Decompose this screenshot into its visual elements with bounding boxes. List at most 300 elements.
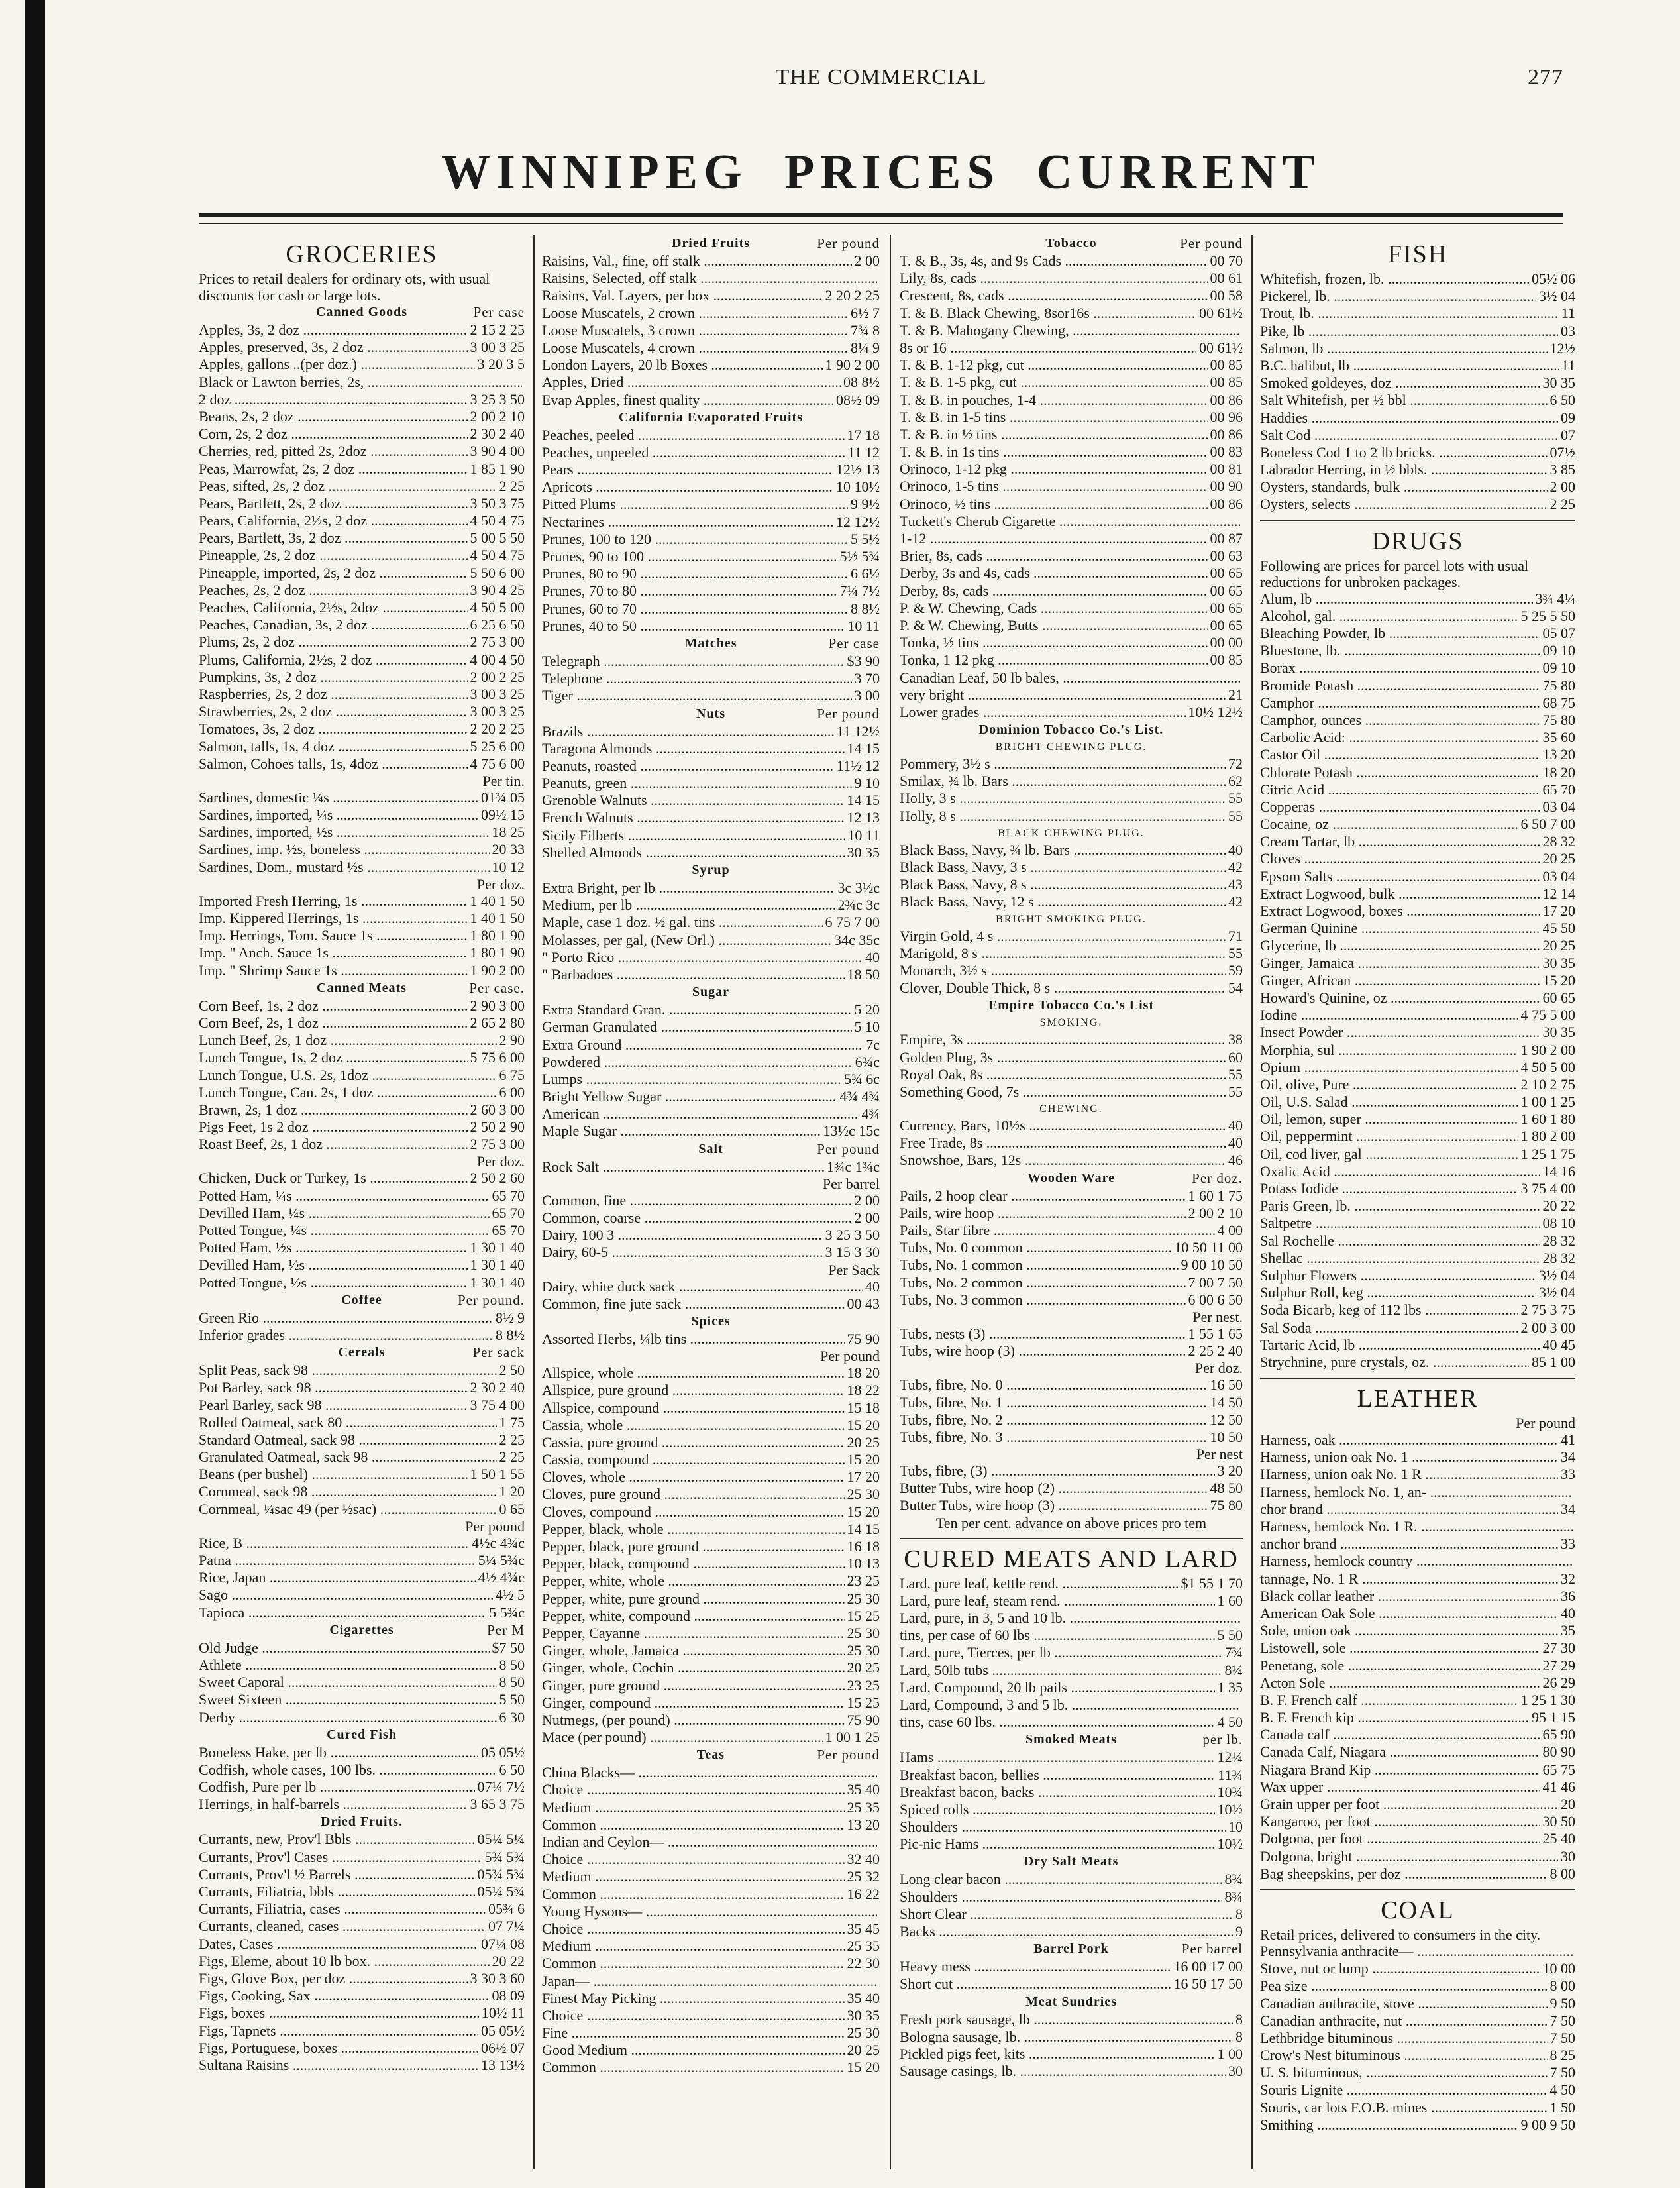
price-row [542,775,880,792]
price-row [199,1397,525,1414]
price-row [542,270,880,287]
item-price: 05 05½ [481,2022,525,2039]
item-name: Currants, Prov'l Cases ..... [199,1849,482,1866]
subsection-title: Syrup [692,863,730,877]
item-name: Pickerel, lb. ..... [1260,288,1536,305]
price-unit-label: Per pound [465,1517,525,1535]
section-heading: GROCERIES [286,241,438,268]
item-price: 15 20 [847,2059,880,2076]
price-row [542,1451,880,1468]
item-price: 10 10½ [836,478,880,496]
item-name: Common, fine ..... [542,1192,852,1209]
price-row [542,1868,880,1885]
item-price: 00 90 [1210,478,1243,495]
price-row [1260,2081,1575,2099]
section-rule [1260,1889,1575,1890]
item-name: Black or Lawton berries, 2s, ..... [199,374,522,391]
item-price [1240,322,1243,339]
price-unit-label: Per pound [820,1348,880,1365]
price-row [1260,1007,1575,1024]
price-row [900,1749,1243,1766]
item-price: 1 75 [499,1413,525,1431]
item-price: 38 [1228,1031,1243,1048]
item-name: Black Bass, Navy, 12 s ..... [900,893,1226,910]
item-price: 6 75 [499,1066,525,1083]
item-name: Lard, Compound, 20 lb pails ..... [900,1679,1215,1696]
item-name: Niagara Brand Kip ..... [1260,1761,1540,1778]
item-name: Prunes, 40 to 50 ..... [542,618,845,635]
price-row [542,914,880,931]
item-price: 68 75 [1542,694,1575,711]
item-name: Fine ..... [542,2024,845,2042]
price-row [1260,1076,1575,1093]
item-name: Peaches, Canadian, 3s, 2 doz ..... [199,616,468,633]
item-price: 9 9½ [851,496,880,513]
item-price: 40 [865,948,880,965]
price-unit-label: Per Sack [828,1261,880,1278]
price-row [542,1851,880,1868]
item-price: 11¾ [1218,1766,1243,1783]
price-row [1260,1813,1575,1830]
item-price: 2 25 [499,1431,525,1448]
item-name: Currants, Filiatria, cases ..... [199,1900,486,1918]
item-price: 8 50 [499,1674,525,1691]
price-row [199,755,525,773]
item-price: 2¾c 3c [837,897,880,914]
price-row [900,928,1243,945]
item-name: Lunch Tongue, Can. 2s, 1 doz ..... [199,1084,497,1101]
item-name: Medium ..... [542,1938,845,1955]
item-name: Boneless Cod 1 to 2 lb bricks. ..... [1260,444,1548,461]
item-name: Maple Sugar ..... [542,1122,820,1140]
price-row [900,1975,1243,1993]
price-row [542,1209,880,1227]
price-row [199,408,525,425]
price-row [1260,444,1575,461]
item-name: Pears, California, 2½s, 2 doz ..... [199,512,468,529]
price-row [900,945,1243,962]
item-name: Raisins, Val. Layers, per box ..... [542,287,823,304]
item-name: Extract Logwood, bulk ..... [1260,885,1540,903]
item-price: 3 20 [1217,1462,1243,1480]
price-row [1260,1639,1575,1657]
subsection-title: Meat Sundries [1025,1994,1117,2009]
price-unit-label: Per barrel [822,1175,880,1192]
item-price: 30 50 [1542,1813,1575,1830]
price-row [900,600,1243,617]
item-name: Old Judge ..... [199,1639,490,1657]
item-name: Carbolic Acid: ..... [1260,729,1540,746]
price-row [900,1627,1243,1644]
item-price: 23 25 [847,1572,880,1590]
price-row [542,1158,880,1176]
item-name: Harness, hemlock country ..... [1260,1553,1573,1570]
item-name: Peas, sifted, 2s, 2 doz ..... [199,478,497,495]
item-price: 13 13½ [481,2056,525,2073]
price-row [1260,1622,1575,1639]
price-row [199,1936,525,1953]
price-row [199,997,525,1014]
item-price: 35 40 [847,1989,880,2006]
price-row [542,1227,880,1244]
item-name: Pineapple, imported, 2s, 2 doz ..... [199,565,468,582]
price-row [542,844,880,861]
item-price: 7¾ [1224,1644,1243,1661]
price-row [542,1001,880,1018]
subsection-heading [542,861,880,879]
item-name: Pitted Plums ..... [542,496,848,513]
price-row [542,809,880,826]
item-name: Pears ..... [542,461,833,478]
item-name: T. & B., 3s, 4s, and 9s Cads ..... [900,252,1208,270]
item-name: Young Hysons— ..... [542,1903,877,1920]
item-name: Rock Salt ..... [542,1158,824,1176]
item-price: 65 70 [1542,781,1575,798]
price-row [199,824,525,841]
item-price: 10½ 11 [481,2004,525,2022]
item-name: Evap Apples, finest quality ..... [542,392,833,409]
item-price: 3½ 04 [1539,1266,1575,1284]
price-unit-label: Per pound [1180,235,1243,251]
item-price: 7 50 [1549,2012,1575,2029]
price-row [199,1449,525,1466]
item-name: Cloves, pure ground ..... [542,1486,845,1503]
item-price: 5 00 5 50 [470,529,525,547]
price-row [1260,2099,1575,2116]
item-name: Lower grades ..... [900,704,1186,721]
item-name: Currants, Prov'l ½ Barrels ..... [199,1866,475,1883]
item-price: 2 75 3 00 [470,1136,525,1153]
price-row [199,1136,525,1153]
section-note: Prices to retail dealers for ordinary ots, with usual discounts for cash or large lots. [199,270,490,303]
item-name: P. & W. Chewing, Cads ..... [900,600,1208,617]
item-name: 2 doz ..... [199,391,468,408]
item-name: Stove, nut or lump ..... [1260,1960,1540,1977]
item-name: Black Bass, Navy, 8 s ..... [900,876,1226,893]
price-row [900,1462,1243,1480]
item-price: 3 00 3 25 [470,685,525,702]
item-name: Lunch Tongue, U.S. 2s, 1doz ..... [199,1067,497,1084]
item-name: Alcohol, gal. ..... [1260,608,1518,625]
price-row [199,1032,525,1049]
item-price: 2 50 2 90 [470,1119,525,1136]
item-name: Camphor ..... [1260,694,1540,712]
item-name: Corn Beef, 2s, 1 doz ..... [199,1014,468,1032]
price-row [900,755,1243,773]
item-price: 1 60 1 75 [1188,1187,1243,1204]
item-name: Lard, pure, in 3, 5 and 10 lb. ..... [900,1610,1240,1627]
item-price: 5½ 5¾ [839,548,880,565]
item-price: 01¾ 05 [481,789,525,806]
item-price: 1 55 1 65 [1188,1325,1243,1342]
item-name: Grenoble Walnuts ..... [542,792,845,809]
item-price: 60 [1228,1048,1243,1066]
item-name: Peaches, California, 2½s, 2doz ..... [199,599,468,616]
item-price: 30 35 [1542,374,1575,392]
item-name: Green Rio ..... [199,1309,493,1327]
item-name: Tubs, No. 2 common ..... [900,1274,1186,1291]
item-price: 07 7¼ [488,1918,525,1935]
price-row [1260,1865,1575,1883]
price-row [1260,1232,1575,1250]
subsection-title: Dried Fruits. [320,1814,403,1830]
item-name: Pennsylvania anthracite— ..... [1260,1943,1573,1960]
price-row [199,910,525,927]
item-price: 07¼ 08 [481,1935,525,1952]
price-unit-label: Per doz. [1192,1170,1243,1186]
section-heading: FISH [1387,241,1448,268]
item-price: 18 50 [847,965,880,983]
price-unit-label: Per pound [817,1747,880,1763]
column-3 [900,235,1243,2169]
item-price: 8 50 [499,1656,525,1673]
price-row [900,2011,1243,2028]
item-name: Beans (per bushel) ..... [199,1466,468,1483]
item-price: 10 13 [847,1555,880,1572]
price-row [542,1590,880,1608]
item-price: 00 65 [1210,582,1243,599]
item-name: Imp. " Shrimp Sauce 1s ..... [199,962,468,979]
item-price: 75 80 [1542,677,1575,694]
item-price: 43 [1228,876,1243,893]
item-name: Common, coarse ..... [542,1209,852,1227]
item-price: 8¼ [1224,1661,1243,1678]
item-price: 28 32 [1542,1232,1575,1249]
item-name: Peaches, peeled ..... [542,427,845,444]
item-price: 3 25 3 50 [470,390,525,408]
item-price: 25 30 [847,1642,880,1659]
item-name: Butter Tubs, wire hoop (2) ..... [900,1480,1208,1497]
price-row [542,1364,880,1382]
item-name: German Granulated ..... [542,1018,852,1036]
price-row [199,1953,525,1970]
price-row [1260,1518,1575,1535]
price-row [199,321,525,339]
price-row [542,1486,880,1503]
price-row [199,2022,525,2040]
subsection-heading [900,721,1243,739]
item-price: 10 00 [1542,1960,1575,1977]
price-row [1260,1830,1575,1847]
item-name: Corn, 2s, 2 doz ..... [199,425,468,443]
item-name: Listowell, sole ..... [1260,1639,1540,1657]
price-row [1260,903,1575,920]
item-name: Harness, oak ..... [1260,1431,1558,1449]
section-note: Ten per cent. advance on above prices pro tem [935,1514,1207,1531]
price-row [900,1117,1243,1134]
price-row [542,1955,880,1972]
item-price: 20 [1561,1796,1575,1812]
item-price: 10 50 [1210,1428,1243,1445]
price-row [1260,608,1575,625]
item-name: Rolled Oatmeal, sack 80 ..... [199,1414,497,1431]
item-name: Nectarines ..... [542,514,833,531]
item-name: Dolgona, per foot ..... [1260,1830,1540,1847]
item-price: 00 85 [1210,356,1243,374]
item-price: 65 70 [492,1187,525,1204]
price-row [542,723,880,740]
item-price [1573,1553,1575,1570]
item-price: 4 50 4 75 [470,512,525,529]
item-name: Pepper, black, pure ground ..... [542,1538,845,1555]
item-price: 6½ 7 [851,304,880,321]
item-price: 13 20 [1542,746,1575,763]
subsection-title: Dried Fruits [671,236,751,250]
item-name: Cloves, whole ..... [542,1468,845,1486]
item-price: 4 50 5 00 [470,599,525,616]
price-row [542,339,880,356]
item-name: Tiger ..... [542,687,852,704]
item-name: Borax ..... [1260,659,1540,677]
item-price: 2 00 3 00 [1520,1319,1575,1336]
item-price: 16 22 [847,1885,880,1902]
item-price: 28 32 [1542,1249,1575,1266]
item-name: Pears, Bartlett, 3s, 2 doz ..... [199,529,468,547]
item-price: 85 1 00 [1532,1353,1575,1370]
item-price: 1 30 1 40 [470,1239,525,1256]
subsection-title: Matches [684,635,737,651]
price-row [542,478,880,496]
item-name: Lard, pure leaf, kettle rend. ..... [900,1575,1179,1592]
item-price: 00 65 [1210,599,1243,616]
price-row [900,2046,1243,2063]
item-name: " Porto Rico ..... [542,949,863,966]
item-price: 5 5¾c [489,1604,525,1621]
item-price: 9 50 [1549,1995,1575,2012]
title-rule-thin [199,223,1563,224]
item-price: 08 8½ [843,374,880,391]
item-price: 14 16 [1542,1162,1575,1179]
price-row [542,1642,880,1659]
price-row [542,287,880,304]
price-row [199,1674,525,1691]
item-price: 05 07 [1542,625,1575,641]
price-row [900,1394,1243,1411]
item-name: Sardines, Dom., mustard ½s ..... [199,859,490,876]
item-price: 03 04 [1542,798,1575,815]
price-row [900,1411,1243,1429]
item-price: 00 87 [1210,530,1243,547]
item-name: Apricots ..... [542,478,833,496]
item-name: Canadian anthracite, nut ..... [1260,2012,1548,2030]
item-price: 8½ 9 [496,1309,525,1326]
item-price: 15 18 [847,1399,880,1416]
item-name: Canadian Leaf, 50 lb bales, ..... [900,669,1240,686]
item-name: Black Bass, Navy, ¾ lb. Bars ..... [900,842,1226,859]
item-name: Shelled Almonds ..... [542,844,845,861]
price-row [900,252,1243,270]
price-row [900,1066,1243,1083]
item-price: 32 [1561,1570,1575,1587]
item-price: 2 00 2 10 [1188,1204,1243,1221]
price-row [542,1816,880,1833]
item-price: 5 10 [854,1018,880,1036]
item-price: 3 15 3 30 [825,1244,880,1261]
item-name: Something Good, 7s ..... [900,1083,1226,1101]
item-price: 15 20 [847,1503,880,1520]
item-price: 03 04 [1542,867,1575,885]
item-price: $3 90 [847,652,880,669]
item-name: Pepper, white, pure ground ..... [542,1590,845,1608]
price-unit-label: Per tin. [482,772,525,789]
item-price: 00 86 [1210,425,1243,443]
brand-heading: SMOKING. [1039,1017,1103,1029]
item-name: Tubs, fibre, (3) ..... [900,1462,1215,1480]
price-row [900,356,1243,374]
item-price: 9 00 10 50 [1181,1256,1243,1274]
item-price: 08½ 09 [836,391,880,408]
price-row [1260,590,1575,608]
item-price: 10¾ [1217,1783,1243,1800]
price-unit-label: Per pound [1516,1415,1575,1432]
item-name: Empire, 3s ..... [900,1031,1226,1048]
item-name: T. & B. in 1-5 tins ..... [900,409,1208,426]
price-row [199,962,525,979]
item-name: Roast Beef, 2s, 1 doz ..... [199,1136,468,1153]
item-name: Japan— ..... [542,1973,877,1990]
item-name: Imp. Kippered Herrings, 1s ..... [199,910,468,927]
price-row [1260,1743,1575,1761]
item-price: 17 18 [847,426,880,443]
item-price: 6 50 [499,1761,525,1778]
item-price: 26 29 [1542,1674,1575,1691]
item-name: Taragona Almonds ..... [542,740,845,757]
item-name: Pears, Bartlett, 2s, 2 doz ..... [199,495,468,512]
price-row [542,1295,880,1313]
item-name: Backs ..... [900,1923,1233,1940]
item-price: 05 05½ [481,1743,525,1761]
item-name: Raisins, Val., fine, off stalk ..... [542,252,852,270]
item-name: Harness, hemlock No. 1, an- ..... [1260,1484,1573,1501]
item-price: 18 25 [492,824,525,841]
item-name: Tubs, wire hoop (3) ..... [900,1342,1186,1360]
item-price: 1 25 1 75 [1520,1145,1575,1162]
item-name: Pigs Feet, 1s 2 doz ..... [199,1119,468,1136]
price-row [900,1083,1243,1101]
price-row [900,1888,1243,1906]
price-row [1260,642,1575,659]
price-row [1260,1215,1575,1232]
price-row [900,790,1243,807]
item-name: Holly, 3 s ..... [900,790,1226,807]
price-row [900,426,1243,443]
item-price: 05¼ 5¾ [477,1883,525,1900]
price-row [199,669,525,686]
page-title: WINNIPEG PRICES CURRENT [441,145,1321,199]
item-name: Figs, Tapnets ..... [199,2022,478,2040]
price-row [1260,1848,1575,1865]
item-price: 12 13 [847,809,880,826]
price-row [542,687,880,704]
section-note: Following are prices for parcel lots with usual reductions for unbroken packages. [1260,557,1529,590]
item-name: Codfish, whole cases, 100 lbs. ..... [199,1761,497,1778]
item-name: Pea size ..... [1260,1977,1548,1995]
item-name: Sulphur Flowers ..... [1260,1267,1536,1284]
price-row [542,1521,880,1538]
item-name: P. & W. Chewing, Butts ..... [900,617,1208,634]
item-name: Pepper, black, compound ..... [542,1555,845,1572]
item-name: Tubs, No. 1 common ..... [900,1256,1179,1274]
item-price: 95 1 15 [1532,1709,1575,1726]
price-row [900,842,1243,859]
subsection-heading [900,1993,1243,2011]
price-row [900,1342,1243,1360]
item-price: 41 [1561,1431,1575,1449]
item-name: Glycerine, lb ..... [1260,937,1540,954]
item-price: 40 [1561,1604,1575,1621]
price-unit-label: Per case [828,635,880,651]
item-name: Harness, union oak No. 1 ..... [1260,1449,1558,1466]
